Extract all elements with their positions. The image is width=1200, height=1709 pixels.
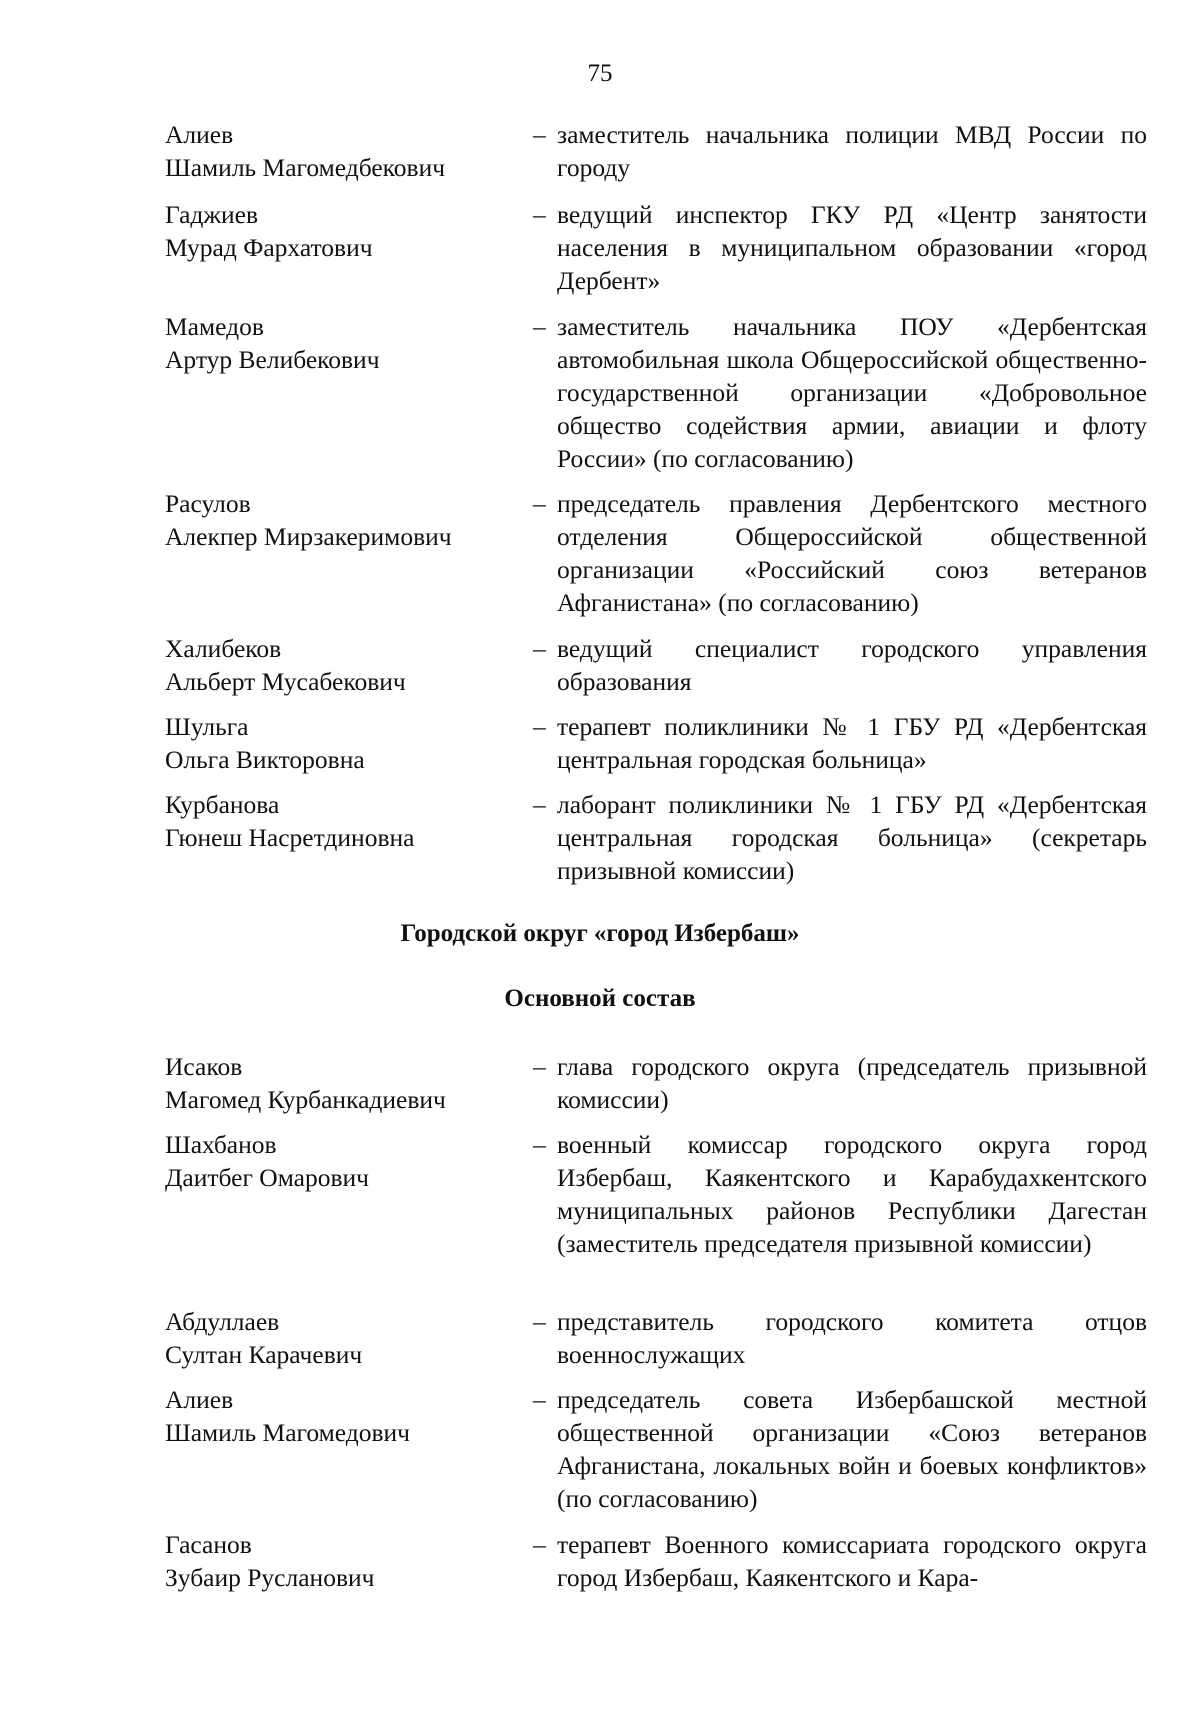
member-surname: Алиев <box>165 120 234 149</box>
member-surname: Халибеков <box>165 634 282 663</box>
member-position: представитель городского комитета отцов военнослужащих <box>557 1307 1147 1369</box>
member-position: лаборант поликлиники № 1 ГБУ РД «Дербентская центральная городская больница» (секретарь призывной комиссии) <box>557 790 1147 885</box>
page-number: 75 <box>587 60 613 87</box>
member-name <box>165 310 525 376</box>
member-position: военный комиссар городского округа город Избербаш, Каякентского и Карабудахкентского муниципальных районов Республики Дагестан (заместитель председателя призывной комиссии) <box>557 1130 1147 1258</box>
member-surname: Исаков <box>165 1052 243 1081</box>
member-entry <box>0 1305 1200 1371</box>
member-name <box>165 198 525 264</box>
member-given-name: Зубаир Русланович <box>165 1563 375 1592</box>
member-position: заместитель начальника ПОУ «Дербентская автомобильная школа Общероссийской общественно-государственной организации «Добровольное общество содействия армии, авиации и флоту России» (по согласованию) <box>557 312 1147 473</box>
member-given-name: Гюнеш Насретдиновна <box>165 823 415 852</box>
member-position: председатель совета Избербашской местной общественной организации «Союз ветеранов Афганистана, локальных войн и боевых конфликтов» (по согласованию) <box>557 1385 1147 1513</box>
member-position: терапевт поликлиники № 1 ГБУ РД «Дербентская центральная городская больница» <box>557 712 1147 774</box>
member-given-name: Ольга Викторовна <box>165 745 365 774</box>
member-given-name: Артур Велибекович <box>165 345 380 374</box>
member-given-name: Альберт Мусабекович <box>165 667 406 696</box>
dash: – <box>533 120 546 149</box>
dash: – <box>533 1385 546 1414</box>
member-entry <box>0 1528 1200 1594</box>
member-surname: Гасанов <box>165 1530 252 1559</box>
member-entry <box>0 487 1200 619</box>
member-given-name: Даитбег Омарович <box>165 1163 369 1192</box>
dash: – <box>533 634 546 663</box>
member-name <box>165 1528 525 1594</box>
member-name <box>165 710 525 776</box>
member-name <box>165 788 525 854</box>
member-name <box>165 1383 525 1449</box>
member-surname: Шахбанов <box>165 1130 277 1159</box>
member-given-name: Алекпер Мирзакеримович <box>165 522 452 551</box>
member-given-name: Шамиль Магомедбекович <box>165 153 446 182</box>
member-entry <box>0 1383 1200 1515</box>
member-entry <box>0 1128 1200 1260</box>
member-surname: Мамедов <box>165 312 264 341</box>
dash: – <box>533 1530 546 1559</box>
member-name <box>165 1128 525 1194</box>
member-position: глава городского округа (председатель призывной комиссии) <box>557 1052 1147 1114</box>
member-entry <box>0 1050 1200 1116</box>
member-entry <box>0 788 1200 887</box>
composition-heading: Основной состав <box>504 985 696 1012</box>
dash: – <box>533 200 546 229</box>
member-position: терапевт Военного комиссариата городского округа город Избербаш, Каякентского и Кара- <box>557 1530 1147 1592</box>
member-surname: Абдуллаев <box>165 1307 280 1336</box>
member-position: ведущий инспектор ГКУ РД «Центр занятости населения в муниципальном образовании «город Дербент» <box>557 200 1147 295</box>
member-entry <box>0 198 1200 297</box>
member-surname: Шульга <box>165 712 249 741</box>
member-surname: Гаджиев <box>165 200 259 229</box>
dash: – <box>533 1130 546 1159</box>
member-entry <box>0 310 1200 475</box>
member-entry <box>0 632 1200 698</box>
member-surname: Алиев <box>165 1385 234 1414</box>
dash: – <box>533 1052 546 1081</box>
member-entry <box>0 710 1200 776</box>
member-given-name: Мурад Фархатович <box>165 233 373 262</box>
member-name <box>165 118 525 184</box>
district-heading: Городской округ «город Избербаш» <box>400 920 800 947</box>
member-position: председатель правления Дербентского местного отделения Общероссийской общественной организации «Российский союз ветеранов Афганистана» (по согласованию) <box>557 489 1147 617</box>
dash: – <box>533 712 546 741</box>
dash: – <box>533 312 546 341</box>
member-name <box>165 1050 525 1116</box>
member-entry <box>0 118 1200 184</box>
dash: – <box>533 489 546 518</box>
member-given-name: Шамиль Магомедович <box>165 1418 410 1447</box>
dash: – <box>533 790 546 819</box>
member-position: заместитель начальника полиции МВД России по городу <box>557 120 1147 182</box>
member-name <box>165 632 525 698</box>
member-given-name: Магомед Курбанкадиевич <box>165 1085 446 1114</box>
member-surname: Курбанова <box>165 790 280 819</box>
member-position: ведущий специалист городского управления образования <box>557 634 1147 696</box>
dash: – <box>533 1307 546 1336</box>
member-name <box>165 1305 525 1371</box>
member-surname: Расулов <box>165 489 251 518</box>
member-name <box>165 487 525 553</box>
member-given-name: Султан Карачевич <box>165 1340 363 1369</box>
